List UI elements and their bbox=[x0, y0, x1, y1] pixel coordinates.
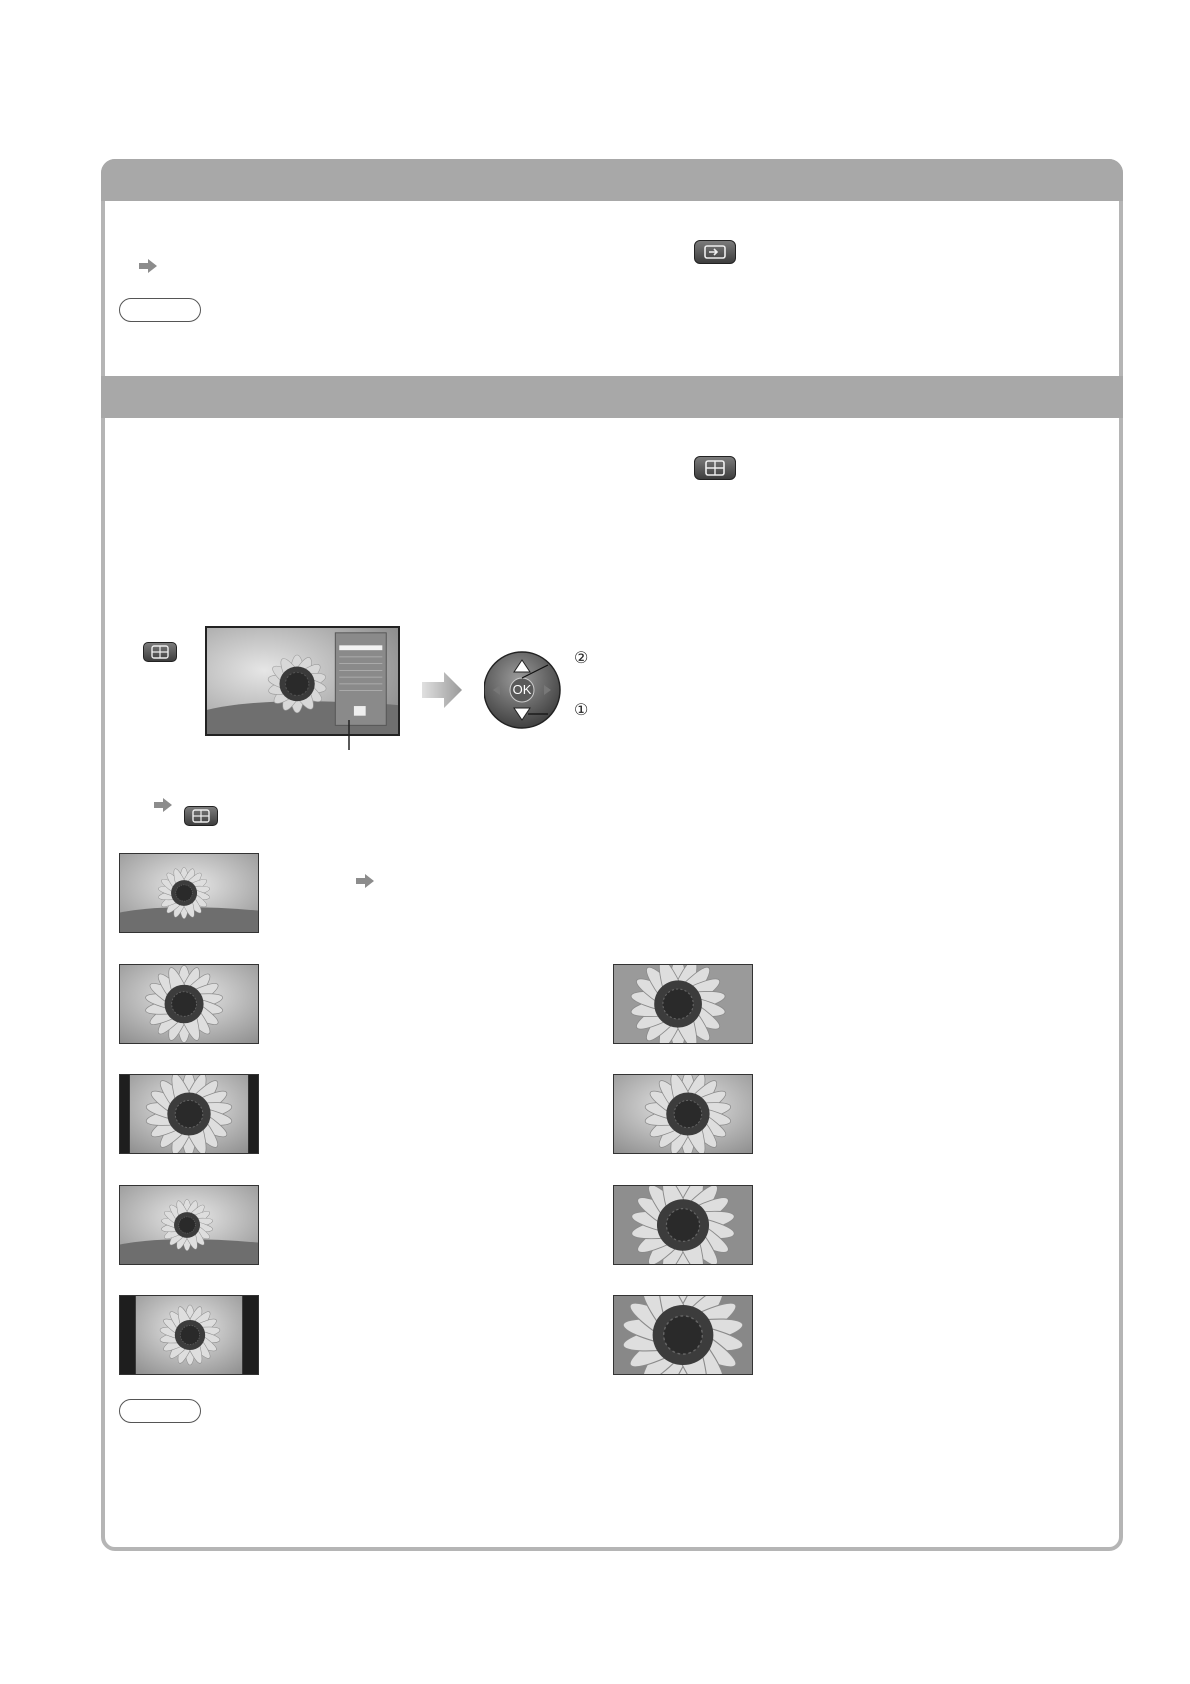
aspect-button-small-icon-2 bbox=[184, 806, 218, 826]
callout-line bbox=[347, 720, 351, 750]
section-header-band bbox=[101, 159, 1123, 201]
right-arrow-icon bbox=[153, 797, 175, 813]
aspect-thumbnail-auto bbox=[119, 853, 259, 933]
tv-screen-menu-image bbox=[205, 626, 400, 736]
note-pill bbox=[119, 298, 201, 322]
note-pill-2 bbox=[119, 1399, 201, 1423]
input-select-button-icon bbox=[694, 240, 736, 264]
aspect-thumbnail-zoom2 bbox=[613, 1185, 753, 1265]
aspect-thumbnail-zoom1 bbox=[119, 1185, 259, 1265]
step-arrow-icon bbox=[420, 670, 464, 710]
right-arrow-icon bbox=[355, 873, 377, 889]
aspect-thumbnail-just bbox=[613, 964, 753, 1044]
aspect-thumbnail-4-3 bbox=[119, 1074, 259, 1154]
aspect-button-icon bbox=[694, 456, 736, 480]
section-header-band-aspect bbox=[101, 376, 1123, 418]
aspect-thumbnail-16-9 bbox=[119, 964, 259, 1044]
step-confirm-marker: ② bbox=[574, 650, 589, 667]
aspect-thumbnail-4-3-full bbox=[613, 1074, 753, 1154]
aspect-thumbnail-14-9 bbox=[119, 1295, 259, 1375]
right-arrow-icon bbox=[138, 258, 160, 274]
aspect-thumbnail-zoom3 bbox=[613, 1295, 753, 1375]
ok-label: OK bbox=[512, 682, 532, 697]
step-select-marker: ① bbox=[574, 702, 589, 719]
aspect-button-small-icon bbox=[143, 642, 177, 662]
